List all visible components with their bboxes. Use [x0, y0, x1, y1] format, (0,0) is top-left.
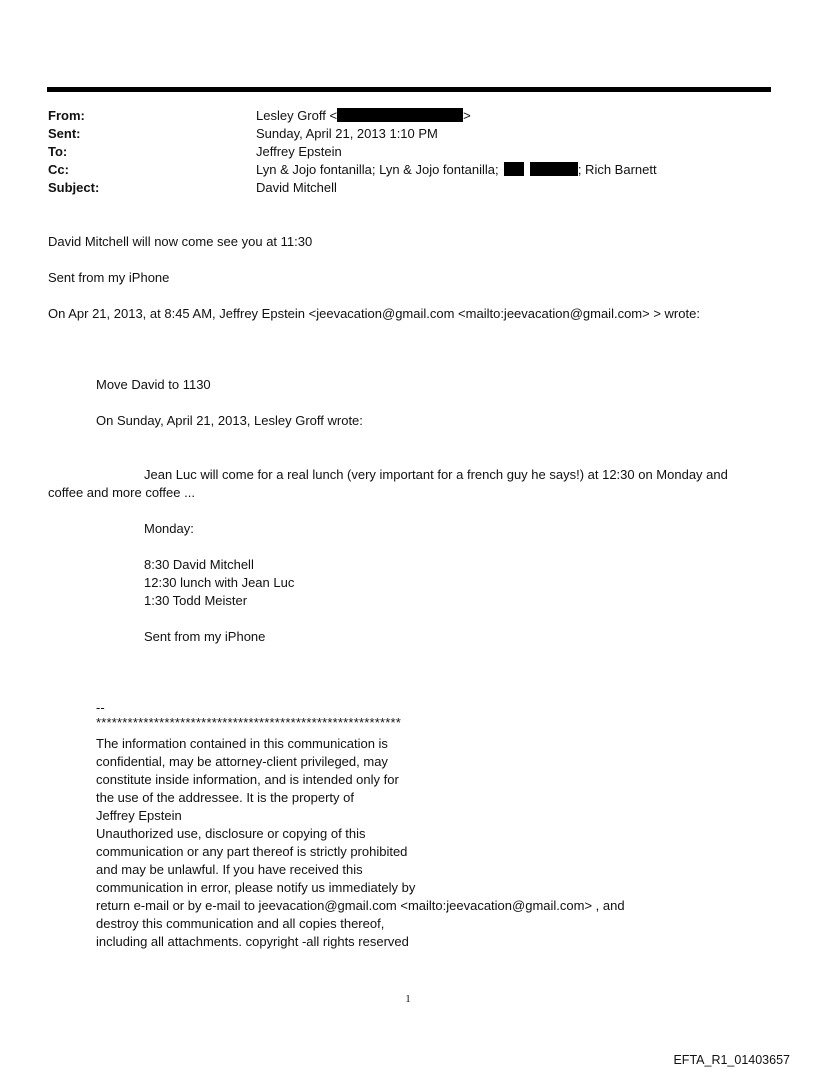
to-value: Jeffrey Epstein: [256, 144, 342, 159]
disclaimer-line: confidential, may be attorney-client privileged, may: [96, 754, 388, 769]
cc-value-start: Lyn & Jojo fontanilla; Lyn & Jojo fontanilla;: [256, 162, 499, 177]
redaction-box: [504, 162, 524, 176]
from-value: Lesley Groff <: [256, 108, 338, 123]
redaction-box: [337, 108, 463, 122]
schedule-item-1: 8:30 David Mitchell: [144, 557, 254, 572]
quote-line-2: On Sunday, April 21, 2013, Lesley Groff wrote:: [96, 413, 363, 428]
subject-label: Subject:: [48, 180, 100, 195]
inner-line-1a: Jean Luc will come for a real lunch (very important for a french guy he says!) at 12:30 on Monday and: [144, 467, 728, 482]
sent-label: Sent:: [48, 126, 81, 141]
document-id: EFTA_R1_01403657: [673, 1053, 790, 1067]
body-line-3: On Apr 21, 2013, at 8:45 AM, Jeffrey Epstein <jeevacation@gmail.com <mailto:jeevacation@gmail.com> > wrote:: [48, 306, 700, 321]
disclaimer-line: destroy this communication and all copies thereof,: [96, 916, 385, 931]
header-rule: [47, 87, 771, 92]
from-label: From:: [48, 108, 85, 123]
disclaimer-line: return e-mail or by e-mail to jeevacation@gmail.com <mailto:jeevacation@gmail.com> , and: [96, 898, 625, 913]
quote-line-1: Move David to 1130: [96, 377, 211, 392]
inner-sent-line: Sent from my iPhone: [144, 629, 266, 644]
disclaimer-line: the use of the addressee. It is the property of: [96, 790, 354, 805]
signature-stars: **********************************************************: [96, 715, 402, 730]
cc-label: Cc:: [48, 162, 69, 177]
schedule-item-2: 12:30 lunch with Jean Luc: [144, 575, 295, 590]
disclaimer-line: communication in error, please notify us immediately by: [96, 880, 416, 895]
signature-dashes: --: [96, 700, 105, 715]
disclaimer-line: constitute inside information, and is intended only for: [96, 772, 399, 787]
to-label: To:: [48, 144, 68, 159]
disclaimer-line: communication or any part thereof is strictly prohibited: [96, 844, 408, 859]
page-number: 1: [405, 993, 411, 1005]
disclaimer-line: Jeffrey Epstein: [96, 808, 182, 823]
monday-label: Monday:: [144, 521, 194, 536]
cc-value-end: ; Rich Barnett: [577, 162, 657, 177]
body-line-2: Sent from my iPhone: [48, 270, 170, 285]
subject-value: David Mitchell: [256, 180, 337, 195]
disclaimer-line: Unauthorized use, disclosure or copying of this: [96, 826, 366, 841]
disclaimer-line: and may be unlawful. If you have received this: [96, 862, 363, 877]
sent-value: Sunday, April 21, 2013 1:10 PM: [256, 126, 438, 141]
inner-line-1b: coffee and more coffee ...: [48, 485, 195, 500]
disclaimer-line: including all attachments. copyright -all rights reserved: [96, 934, 409, 949]
disclaimer-line: The information contained in this communication is: [96, 736, 388, 751]
schedule-item-3: 1:30 Todd Meister: [144, 593, 248, 608]
body-line-1: David Mitchell will now come see you at 11:30: [48, 234, 313, 249]
redaction-box: [530, 162, 578, 176]
from-close: >: [463, 108, 471, 123]
